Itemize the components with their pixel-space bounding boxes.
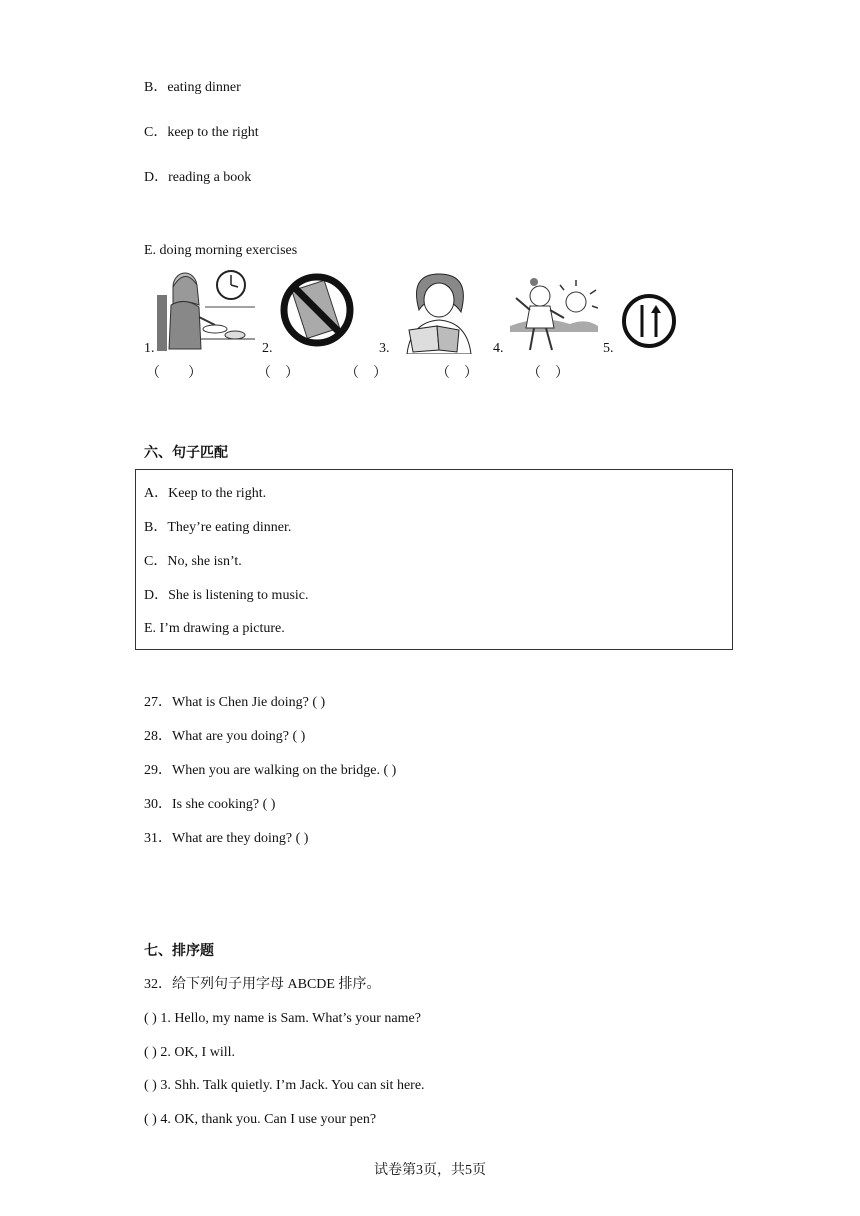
option-e: E. doing morning exercises: [144, 243, 298, 258]
picture-number-1: 1.: [144, 341, 155, 356]
answer-blank-5[interactable]: （ ）: [527, 366, 569, 381]
option-c: C．keep to the right: [144, 125, 259, 140]
answer-blank-3[interactable]: （ ）: [345, 366, 387, 381]
answer-blank-4[interactable]: （ ）: [436, 366, 478, 381]
question-27: 27．What is Chen Jie doing? ( ): [144, 695, 326, 710]
page-footer: 试卷第3页，共5页: [374, 1163, 486, 1178]
picture-number-3: 3.: [379, 341, 390, 356]
picture-number-5: 5.: [603, 341, 614, 356]
girl-morning-exercise-picture: [510, 270, 598, 354]
sentence-option-c: C．No, she isn’t.: [144, 554, 242, 569]
question-28: 28．What are you doing? ( ): [144, 729, 306, 744]
answer-blank-2[interactable]: （ ）: [257, 366, 299, 381]
girl-eating-dinner-picture: [155, 265, 257, 353]
ordering-instruction: 32．给下列句子用字母 ABCDE 排序。: [144, 977, 381, 992]
sentence-option-d: D．She is listening to music.: [144, 588, 309, 603]
ordering-item-3: ( ) 3. Shh. Talk quietly. I’m Jack. You can sit here.: [144, 1078, 425, 1093]
sentence-option-b: B．They’re eating dinner.: [144, 520, 292, 535]
ordering-item-1: ( ) 1. Hello, my name is Sam. What’s your name?: [144, 1011, 421, 1026]
woman-reading-book-picture: [393, 270, 485, 354]
keep-right-sign-picture: [620, 291, 678, 351]
option-b: B．eating dinner: [144, 80, 241, 95]
prohibition-sign-picture: [277, 270, 357, 350]
answer-blank-1[interactable]: （ ）: [146, 366, 202, 381]
picture-number-4: 4.: [493, 341, 504, 356]
ordering-item-4: ( ) 4. OK, thank you. Can I use your pen?: [144, 1112, 377, 1127]
ordering-item-2: ( ) 2. OK, I will.: [144, 1045, 235, 1060]
picture-number-2: 2.: [262, 341, 273, 356]
section-6-title: 六、句子匹配: [144, 445, 228, 461]
sentence-option-e: E. I’m drawing a picture.: [144, 621, 285, 636]
option-d: D．reading a book: [144, 170, 252, 185]
question-29: 29．When you are walking on the bridge. ( ): [144, 763, 397, 778]
question-30: 30．Is she cooking? ( ): [144, 797, 276, 812]
sentence-option-a: A．Keep to the right.: [144, 486, 267, 501]
section-7-title: 七、排序题: [144, 943, 214, 959]
question-31: 31．What are they doing? ( ): [144, 831, 309, 846]
